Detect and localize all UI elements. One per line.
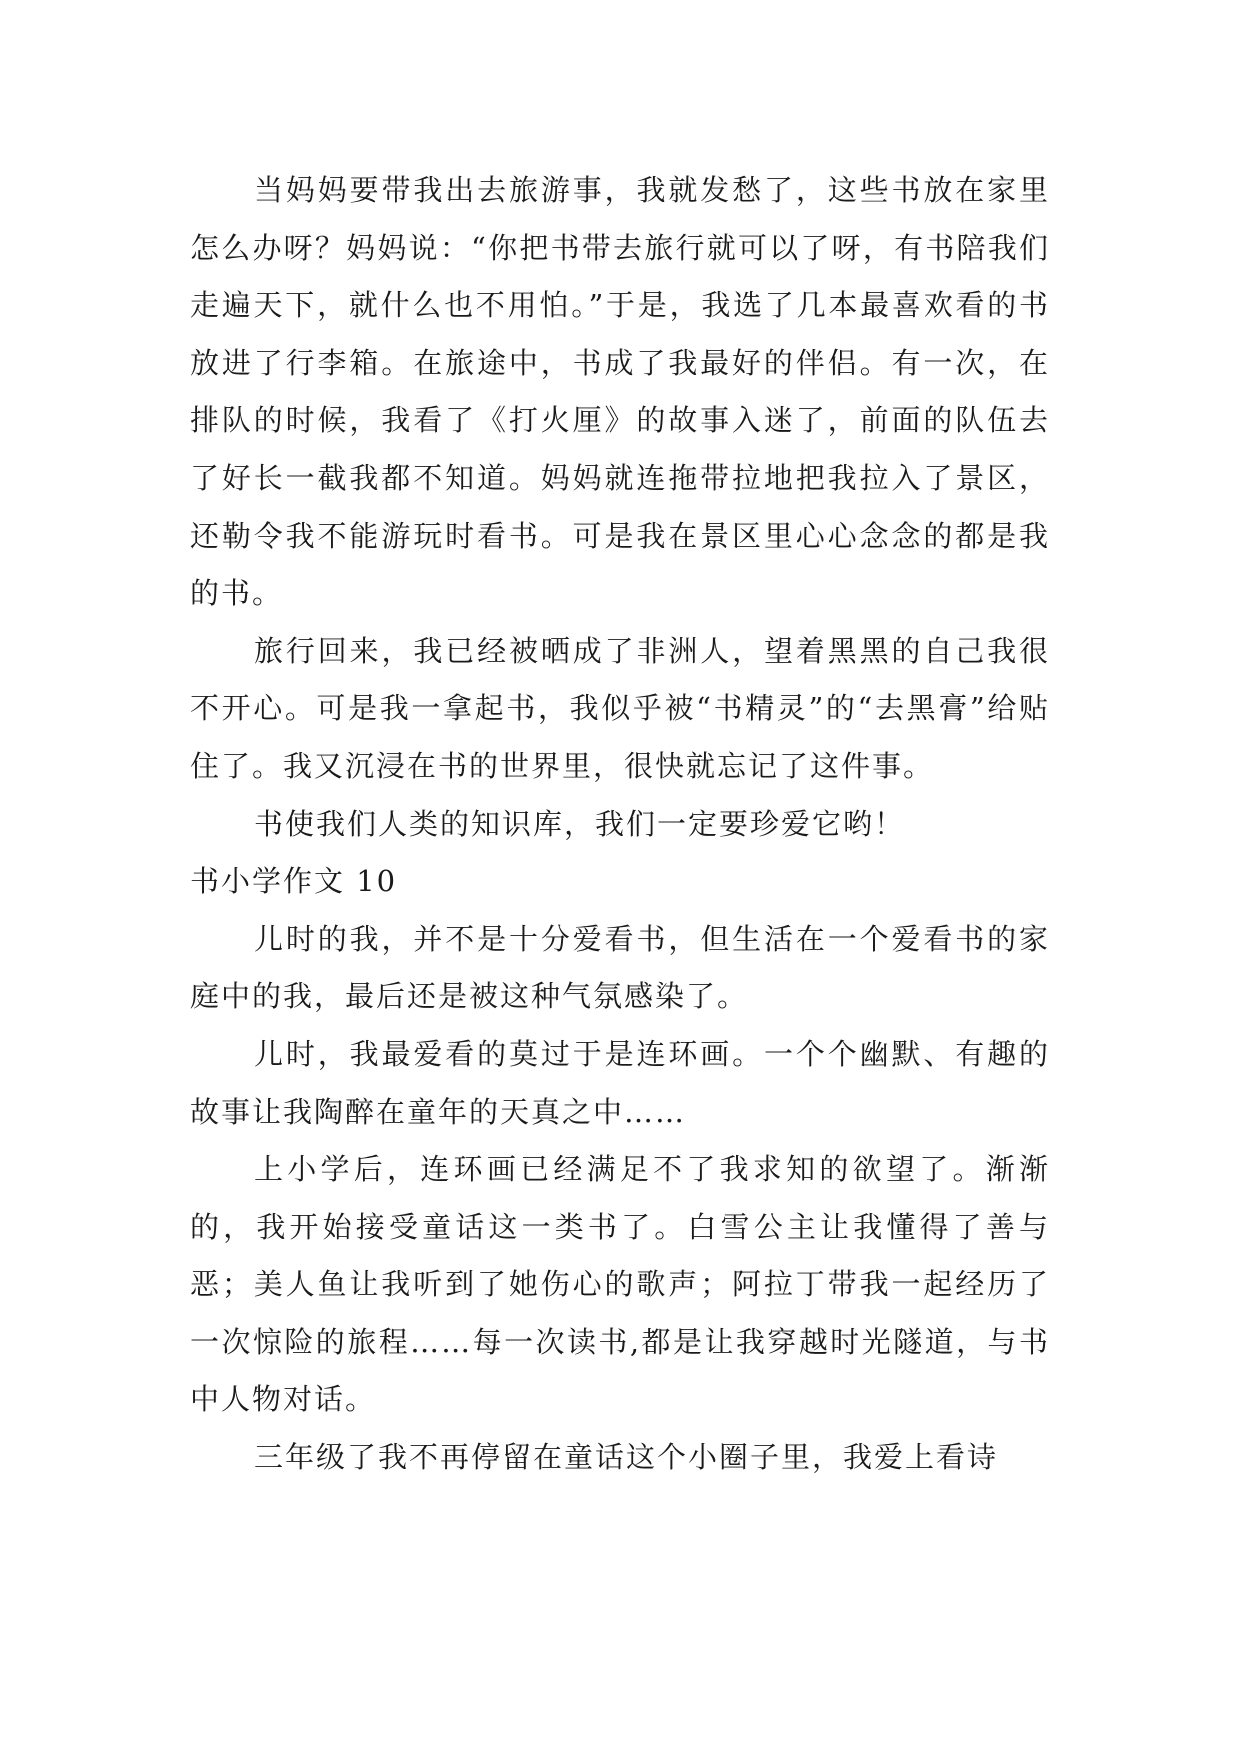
document-page (190, 162, 1050, 1487)
paragraph: 儿时的我，并不是十分爱看书，但生活在一个爱看书的家庭中的我，最后还是被这种气氛感染了。 (190, 921, 1050, 1014)
paragraph: 当妈妈要带我出去旅游事，我就发愁了，这些书放在家里怎么办呀？妈妈说：“你把书带去旅行就可以了呀，有书陪我们走遍天下，就什么也不用怕。”于是，我选了几本最喜欢看的书放进了行李箱。在旅途中，书成了我最好的伴侣。有一次，在排队的时候，我看了《打火厘》的故事入迷了，前面的队伍去了好长一截我都不知道。妈妈就连拖带拉地把我拉入了景区，还勒令我不能游玩时看书。可是我在景区里心心念念的都是我的书。 (190, 173, 1050, 611)
paragraph: 上小学后，连环画已经满足不了我求知的欲望了。渐渐的，我开始接受童话这一类书了。白雪公主让我懂得了善与恶；美人鱼让我听到了她伤心的歌声；阿拉丁带我一起经历了一次惊险的旅程……每一次读书,都是让我穿越时光隧道，与书中人物对话。 (190, 1152, 1050, 1417)
paragraph: 旅行回来，我已经被晒成了非洲人，望着黑黑的自己我很不开心。可是我一拿起书，我似乎被“书精灵”的“去黑膏”给贴住了。我又沉浸在书的世界里，很快就忘记了这件事。 (190, 633, 1050, 783)
paragraph: 书使我们人类的知识库，我们一定要珍爱它哟！ (254, 806, 906, 841)
section-heading: 书小学作文 10 (190, 864, 398, 899)
paragraph: 三年级了我不再停留在童话这个小圈子里，我爱上看诗 (254, 1440, 999, 1475)
paragraph: 儿时，我最爱看的莫过于是连环画。一个个幽默、有趣的故事让我陶醉在童年的天真之中…… (190, 1036, 1050, 1129)
